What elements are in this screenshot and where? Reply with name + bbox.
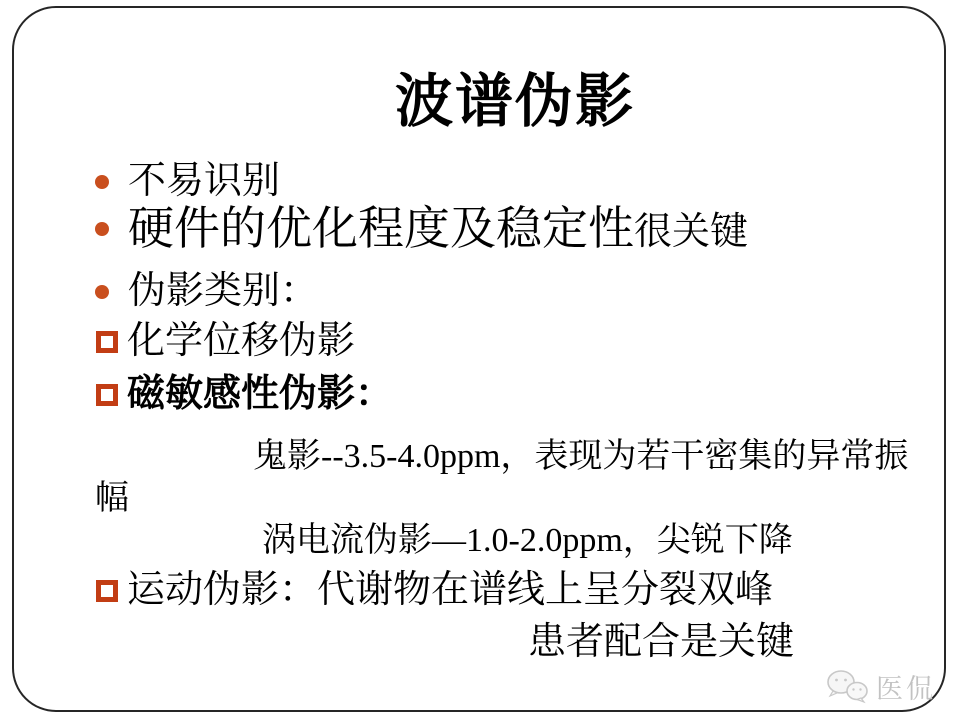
bullet-item bbox=[95, 270, 318, 314]
bullet-text: 伪影类别： bbox=[128, 270, 319, 312]
sub-item-eddy-current: 涡电流伪影—1.0-2.0ppm，尖锐下降 bbox=[262, 522, 793, 559]
bullet-item bbox=[96, 569, 773, 613]
bullet-text bbox=[128, 203, 748, 256]
dot-bullet-icon bbox=[95, 222, 109, 236]
dot-bullet-icon bbox=[95, 175, 109, 189]
square-bullet-icon bbox=[96, 580, 118, 602]
bullet-text-suffix: 很关键 bbox=[634, 211, 749, 253]
watermark bbox=[825, 667, 936, 706]
bullet-item bbox=[96, 373, 393, 417]
watermark-label: 医侃 bbox=[876, 674, 936, 704]
chat-bubbles-icon bbox=[825, 669, 871, 705]
bullet-item bbox=[95, 160, 280, 204]
bullet-item bbox=[95, 203, 748, 256]
sub-item-ghosting: 鬼影--3.5-4.0ppm，表现为若干密集的异常振 bbox=[253, 438, 909, 475]
bullet-text: 运动伪影：代谢物在谱线上呈分裂双峰 bbox=[127, 569, 774, 611]
sub-item-patient-cooperation: 患者配合是关键 bbox=[528, 621, 795, 663]
bullet-text: 化学位移伪影 bbox=[127, 320, 356, 362]
page-title: 波谱伪影 bbox=[394, 69, 635, 134]
dot-bullet-icon bbox=[95, 285, 109, 299]
sub-item-ghosting-wrap: 幅 bbox=[95, 480, 129, 517]
bullet-text-main: 硬件的优化程度及稳定性 bbox=[128, 203, 634, 254]
square-bullet-icon bbox=[96, 331, 118, 353]
bullet-text: 磁敏感性伪影： bbox=[127, 373, 394, 415]
square-bullet-icon bbox=[96, 384, 118, 406]
bullet-item bbox=[96, 320, 355, 364]
bullet-text: 不易识别 bbox=[128, 160, 281, 202]
